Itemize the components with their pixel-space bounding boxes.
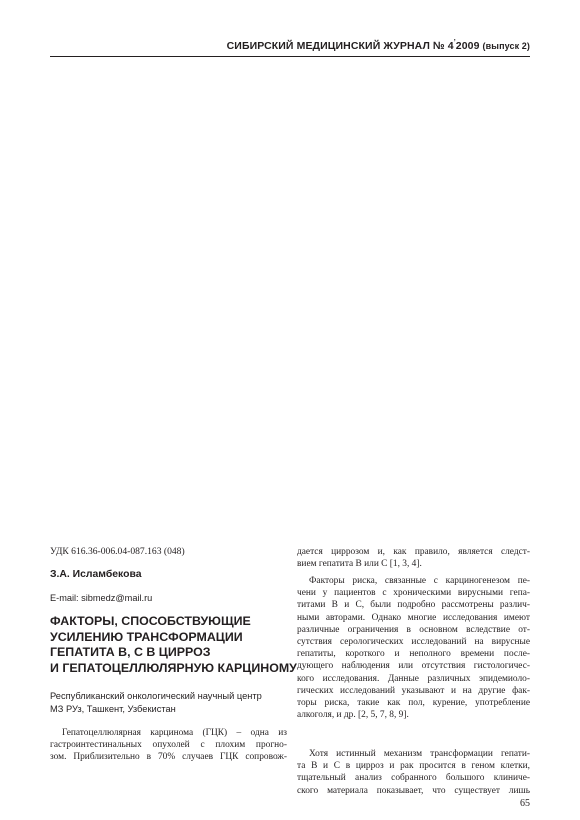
text-line: чени у пациентов с хроническими вирусными гепа- — [297, 588, 530, 599]
text-line: сутствия серологических исследований на вирусные — [297, 637, 530, 648]
text-line: алкоголя, и др. [2, 5, 7, 8, 9]. — [297, 710, 409, 721]
text-line: дующего наблюдения или отсутствия гистологичес- — [297, 661, 530, 672]
text-line: та В и С в цирроз и рак просится в геном клетки, — [297, 761, 530, 772]
text-line: зом. Приблизительно в 70% случаев ГЦК сопровож- — [50, 752, 287, 763]
article-title — [50, 614, 300, 676]
text-line: Хотя истинный механизм трансформации гепати- — [309, 749, 530, 759]
header-divider — [50, 56, 530, 57]
text-line: гепатиты, короткого и неполного времени после- — [297, 649, 530, 660]
right-paragraph-3 — [297, 748, 530, 797]
text-line: кого исследования. Данные различных эпидемиоло- — [297, 673, 530, 684]
page-number: 65 — [520, 798, 530, 809]
title-line: ФАКТОРЫ, СПОСОБСТВУЮЩИЕ — [50, 614, 251, 628]
affiliation — [50, 690, 300, 715]
text-line: гастроинтестинальных опухолей с плохим прогно- — [50, 740, 287, 751]
text-line: вием гепатита В или С [1, 3, 4]. — [297, 559, 422, 570]
udk-code: УДК 616.36-006.04-087.163 (048) — [50, 546, 185, 557]
text-line: ского материала показывает, что существует лишь — [297, 785, 530, 796]
title-line: И ГЕПАТОЦЕЛЛЮЛЯРНУЮ КАРЦИНОМУ — [50, 660, 297, 675]
affiliation-line: Республиканский онкологический научный центр — [50, 691, 262, 701]
title-line: УСИЛЕНИЮ ТРАНСФОРМАЦИИ — [50, 629, 243, 644]
running-header — [227, 40, 530, 52]
right-paragraph-1 — [297, 546, 530, 570]
journal-year: 2009 — [455, 40, 480, 52]
text-line: Факторы риска, связанные с карциногенезом пе- — [309, 576, 530, 586]
text-line: различные ограничения в основном вследствие от- — [297, 624, 530, 635]
journal-issue-part: (выпуск 2) — [482, 41, 530, 51]
text-line: тщательный анализ собранного большого клиниче- — [297, 773, 530, 784]
author-email: E-mail: sibmedz@mail.ru — [50, 593, 153, 603]
text-line: дается циррозом и, как правило, является следст- — [297, 547, 530, 557]
text-line: титами В и С, были подробно рассмотрены различ- — [297, 600, 530, 611]
journal-name: СИБИРСКИЙ МЕДИЦИНСКИЙ ЖУРНАЛ № 4 — [226, 40, 454, 52]
title-line: ГЕПАТИТА В, С В ЦИРРОЗ — [50, 645, 211, 660]
text-line: Гепатоцеллюлярная карцинома (ГЦК) – одна из — [62, 728, 287, 738]
text-line: ными авторами. Однако многие исследования имеют — [297, 612, 530, 623]
intro-paragraph — [50, 727, 287, 764]
text-line: торы риска, такие как пол, курение, употребление — [297, 698, 530, 709]
text-line: гических исследований указывают и на другие фак- — [297, 685, 530, 696]
issue-apostrophe: ’ — [453, 39, 456, 46]
article-author: З.А. Исламбекова — [50, 569, 142, 580]
affiliation-line: МЗ РУз, Ташкент, Узбекистан — [50, 703, 176, 714]
right-paragraph-2 — [297, 575, 530, 721]
